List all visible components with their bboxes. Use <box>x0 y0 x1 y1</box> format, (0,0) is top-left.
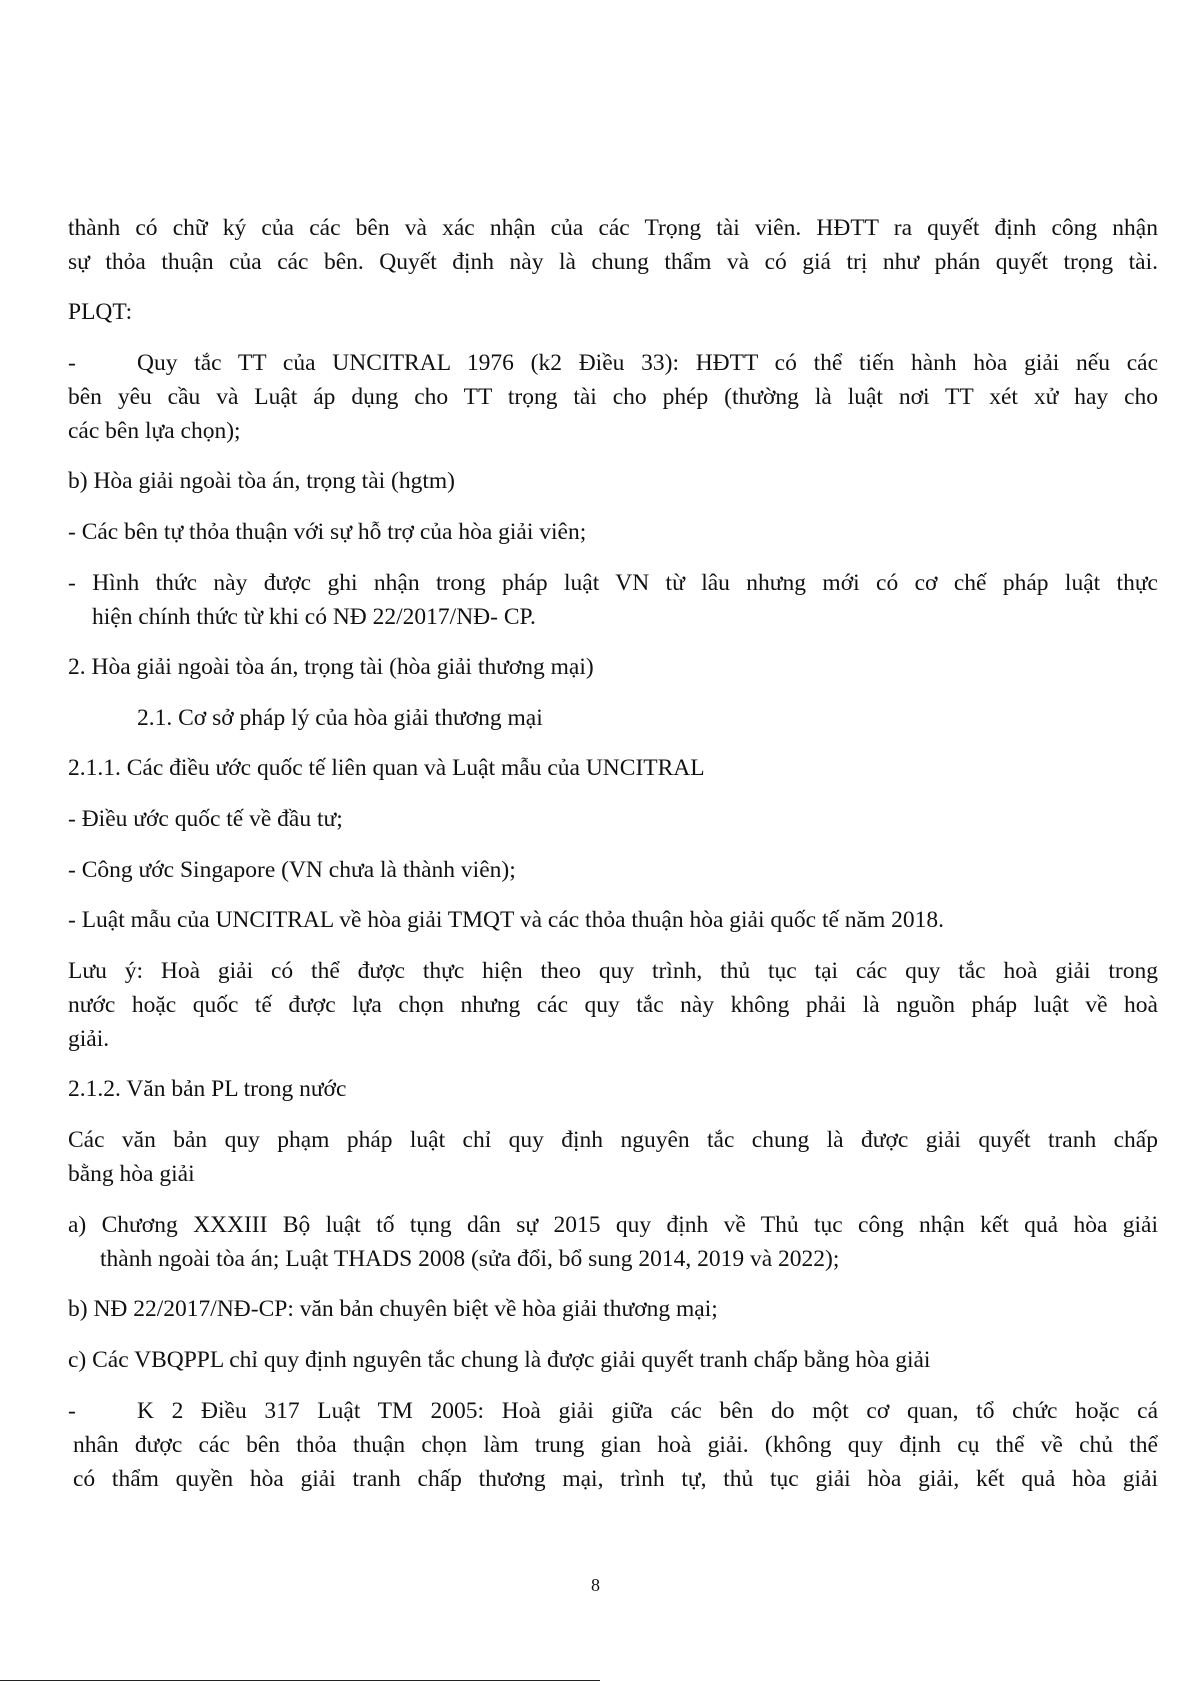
text-line: hiện chính thức từ khi có NĐ 22/2017/NĐ- CP. <box>92 604 536 630</box>
text-line: Lưu ý: Hoà giải có thể được thực hiện theo quy trình, thủ tục tại các quy tắc hoà giải trong <box>68 958 1158 984</box>
text-line: b) Hòa giải ngoài tòa án, trọng tài (hgtm) <box>68 468 455 494</box>
text-line: thành ngoài tòa án; Luật THADS 2008 (sửa đổi, bổ sung 2014, 2019 và 2022); <box>100 1246 840 1272</box>
text-line: - Các bên tự thỏa thuận với sự hỗ trợ của hòa giải viên; <box>68 519 587 545</box>
text-line: Quy tắc TT của UNCITRAL 1976 (k2 Điều 33): HĐTT có thể tiến hành hòa giải nếu các <box>137 350 1158 376</box>
text-line: thành có chữ ký của các bên và xác nhận của các Trọng tài viên. HĐTT ra quyết định công nhận <box>68 215 1158 241</box>
text-line: giải. <box>68 1026 110 1052</box>
text-line: Các văn bản quy phạm pháp luật chỉ quy định nguyên tắc chung là được giải quyết tranh chấp <box>68 1127 1158 1153</box>
bullet-dash: - <box>68 350 76 376</box>
section-heading: 2.1. Cơ sở pháp lý của hòa giải thương mại <box>137 705 543 731</box>
text-line: nhân được các bên thỏa thuận chọn làm trung gian hoà giải. (không quy định cụ thể về chủ thể <box>73 1432 1158 1458</box>
footnote-divider <box>0 1680 600 1681</box>
text-line: - Công ước Singapore (VN chưa là thành viên); <box>68 857 516 883</box>
section-heading: 2. Hòa giải ngoài tòa án, trọng tài (hòa giải thương mại) <box>68 654 594 680</box>
text-line: - Điều ước quốc tế về đầu tư; <box>68 806 343 832</box>
text-line: - Hình thức này được ghi nhận trong pháp luật VN từ lâu nhưng mới có cơ chế pháp luật thực <box>68 570 1158 596</box>
text-line: nước hoặc quốc tế được lựa chọn nhưng các quy tắc này không phải là nguồn pháp luật về hoà <box>68 992 1158 1018</box>
text-line: các bên lựa chọn); <box>68 418 241 444</box>
section-heading: 2.1.1. Các điều ước quốc tế liên quan và Luật mẫu của UNCITRAL <box>68 755 705 781</box>
page-number: 8 <box>591 1575 600 1595</box>
text-line: b) NĐ 22/2017/NĐ-CP: văn bản chuyên biệt về hòa giải thương mại; <box>68 1296 718 1322</box>
text-line: a) Chương XXXIII Bộ luật tố tụng dân sự 2015 quy định về Thủ tục công nhận kết quả hòa giải <box>68 1212 1158 1238</box>
text-line: - Luật mẫu của UNCITRAL về hòa giải TMQT và các thỏa thuận hòa giải quốc tế năm 2018. <box>68 907 944 933</box>
text-line: c) Các VBQPPL chỉ quy định nguyên tắc chung là được giải quyết tranh chấp bằng hòa giải <box>68 1347 931 1373</box>
text-line: bên yêu cầu và Luật áp dụng cho TT trọng tài cho phép (thường là luật nơi TT xét xử hay cho <box>68 384 1158 410</box>
text-line: PLQT: <box>68 299 133 325</box>
text-line: có thẩm quyền hòa giải tranh chấp thương mại, trình tự, thủ tục giải hòa giải, kết quả hòa giải <box>73 1466 1158 1492</box>
section-heading: 2.1.2. Văn bản PL trong nước <box>68 1076 347 1102</box>
text-line: sự thỏa thuận của các bên. Quyết định này là chung thẩm và có giá trị như phán quyết trọng tài. <box>68 249 1158 275</box>
bullet-dash: - <box>68 1398 76 1424</box>
text-line: K 2 Điều 317 Luật TM 2005: Hoà giải giữa các bên do một cơ quan, tổ chức hoặc cá <box>137 1398 1158 1424</box>
text-line: bằng hòa giải <box>68 1161 195 1187</box>
